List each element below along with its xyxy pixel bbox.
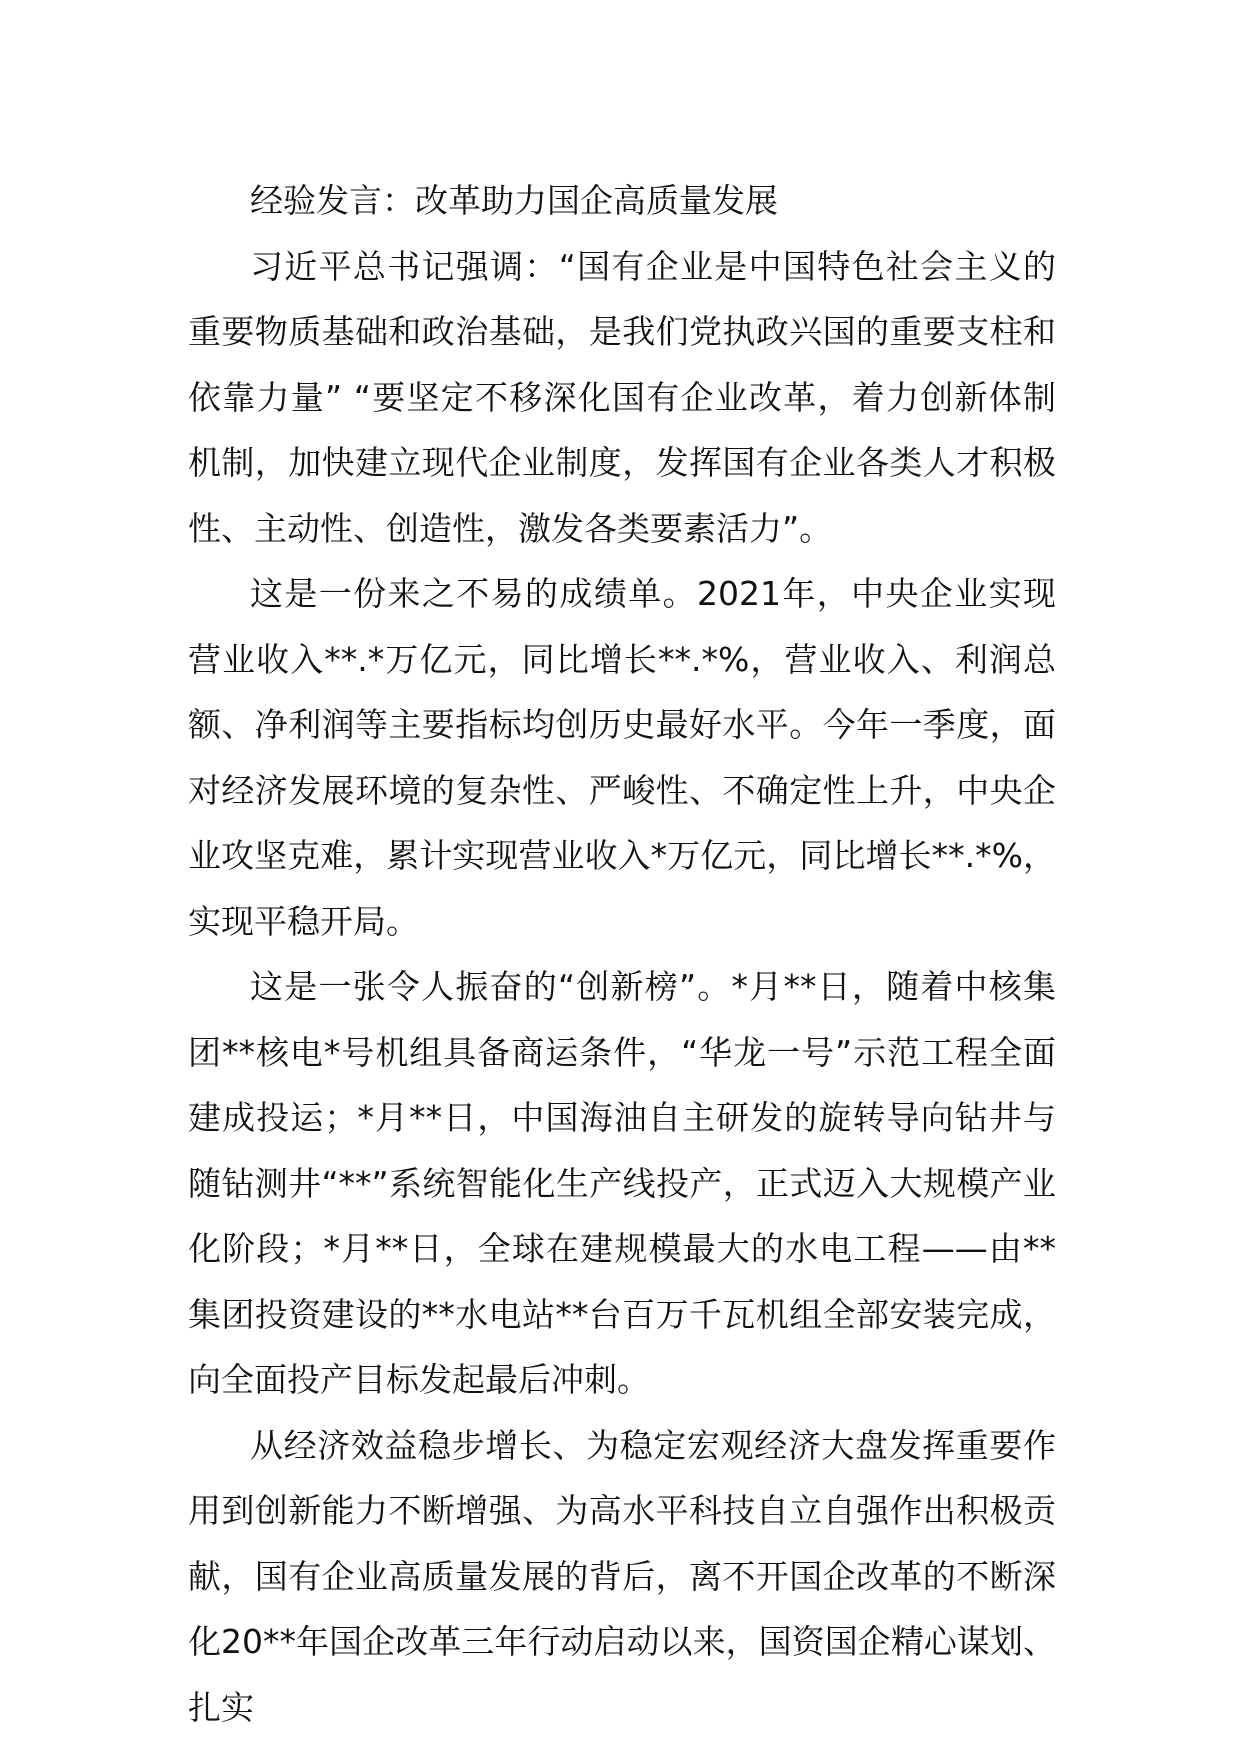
paragraph-reform: 从经济效益稳步增长、为稳定宏观经济大盘发挥重要作用到创新能力不断增强、为高水平科技自立自强作出积极贡献，国有企业高质量发展的背后，离不开国企改革的不断深化20**年国企改革三年行动启动以来，国资国企精心谋划、扎实 (188, 1425, 1056, 1727)
paragraph-results: 这是一份来之不易的成绩单。2021年，中央企业实现营业收入**.*万亿元，同比增长**.*%，营业收入、利润总额、净利润等主要指标均创历史最好水平。今年一季度，面对经济发展环境的复杂性、严峻性、不确定性上升，中央企业攻坚克难，累计实现营业收入*万亿元，同比增长**.*%，实现平稳开局。 (188, 574, 1056, 941)
document-title: 经验发言：改革助力国企高质量发展 (250, 181, 778, 220)
document-body (188, 168, 1056, 1740)
paragraph-quote: 习近平总书记强调：“国有企业是中国特色社会主义的重要物质基础和政治基础，是我们党执政兴国的重要支柱和依靠力量” “要坚定不移深化国有企业改革，着力创新体制机制，加快建立现代企业制度，发挥国有企业各类人才积极性、主动性、创造性，激发各类要素活力”。 (188, 246, 1056, 548)
paragraph-innovation: 这是一张令人振奋的“创新榜”。*月**日，随着中核集团**核电*号机组具备商运条件，“华龙一号”示范工程全面建成投运；*月**日，中国海油自主研发的旋转导向钻井与随钻测井“**”系统智能化生产线投产，正式迈入大规模产业化阶段；*月**日，全球在建规模最大的水电工程——由**集团投资建设的**水电站**台百万千瓦机组全部安装完成，向全面投产目标发起最后冲刺。 (188, 967, 1056, 1399)
